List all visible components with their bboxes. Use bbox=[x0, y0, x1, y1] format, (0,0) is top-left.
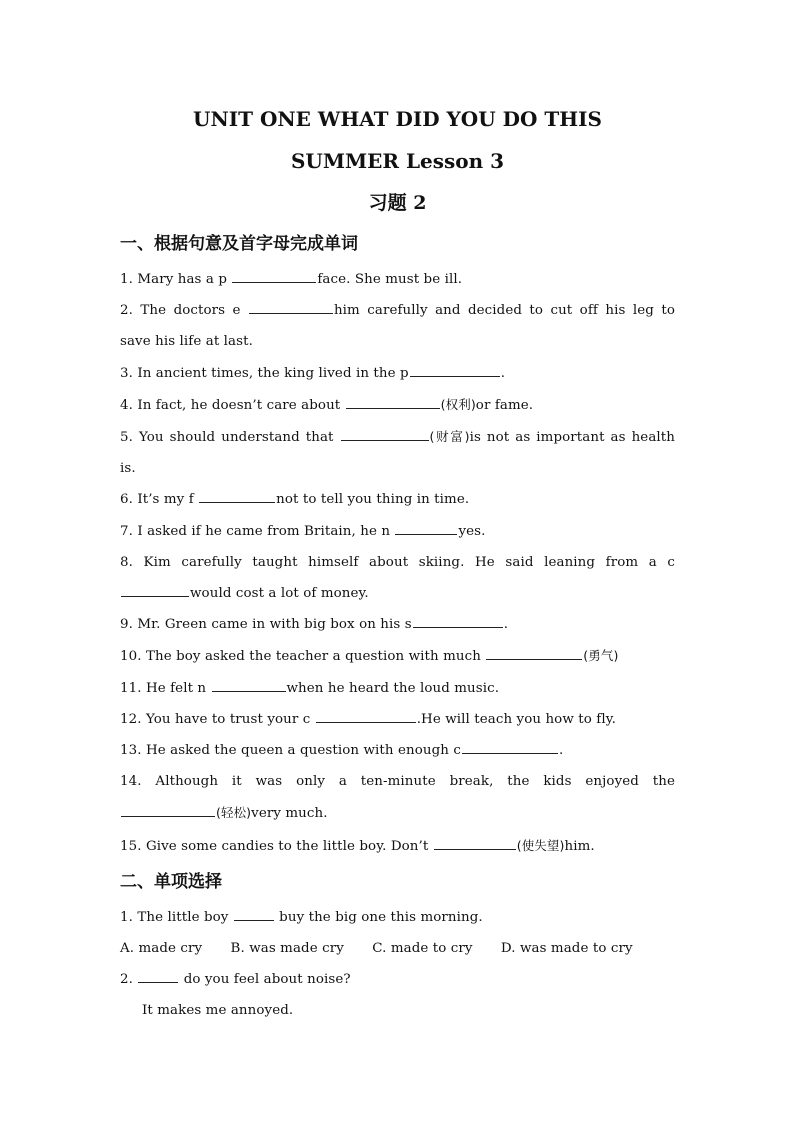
question-1-5-cont: is. bbox=[120, 461, 136, 477]
answer-blank[interactable] bbox=[413, 613, 503, 628]
question-1-3: 3. In ancient times, the king lived in the p . bbox=[120, 358, 675, 389]
title-line-3: 习题 2 bbox=[368, 192, 427, 214]
answer-blank[interactable] bbox=[121, 582, 189, 597]
question-1-14: 14. Although it was only a ten-minute break, the kids enjoyed the bbox=[120, 774, 675, 790]
question-1-2-cont: save his life at last. bbox=[120, 334, 253, 350]
answer-blank[interactable] bbox=[199, 488, 275, 503]
option-b[interactable]: B. was made cry bbox=[230, 941, 344, 957]
question-1-11: 11. He felt n when he heard the loud music. bbox=[120, 673, 675, 704]
question-1-8-cont: would cost a lot of money. bbox=[120, 578, 675, 609]
answer-blank[interactable] bbox=[234, 906, 274, 921]
answer-blank[interactable] bbox=[212, 677, 286, 692]
answer-blank[interactable] bbox=[486, 645, 582, 660]
question-1-5: 5. You should understand that (财富)is not as important as health bbox=[120, 421, 675, 453]
question-2-2: 2. do you feel about noise? bbox=[120, 964, 675, 995]
option-d[interactable]: D. was made to cry bbox=[500, 941, 633, 957]
answer-blank[interactable] bbox=[395, 520, 457, 535]
answer-blank[interactable] bbox=[138, 968, 178, 983]
worksheet-page bbox=[120, 98, 675, 1027]
question-1-6: 6. It’s my f not to tell you thing in time. bbox=[120, 484, 675, 515]
question-2-2-response: It makes me annoyed. bbox=[142, 1003, 294, 1019]
question-1-9: 9. Mr. Green came in with big box on his s . bbox=[120, 609, 675, 640]
title-line-2: SUMMER Lesson 3 bbox=[290, 149, 505, 173]
question-1-7: 7. I asked if he came from Britain, he n yes. bbox=[120, 516, 675, 547]
answer-blank[interactable] bbox=[249, 299, 333, 314]
answer-blank[interactable] bbox=[434, 835, 516, 850]
answer-blank[interactable] bbox=[232, 268, 316, 283]
question-1-1: 1. Mary has a p face. She must be ill. bbox=[120, 264, 675, 295]
question-1-13: 13. He asked the queen a question with enough c . bbox=[120, 735, 675, 766]
question-1-12: 12. You have to trust your c .He will teach you how to fly. bbox=[120, 704, 675, 735]
question-1-8: 8. Kim carefully taught himself about skiing. He said leaning from a c bbox=[120, 554, 675, 570]
question-1-10: 10. The boy asked the teacher a question with much (勇气) bbox=[120, 640, 675, 672]
option-c[interactable]: C. made to cry bbox=[372, 941, 473, 957]
question-2-1-options bbox=[120, 933, 675, 964]
answer-blank[interactable] bbox=[341, 426, 429, 441]
answer-blank[interactable] bbox=[462, 739, 558, 754]
question-1-4: 4. In fact, he doesn’t care about (权利)or fame. bbox=[120, 389, 675, 421]
option-a[interactable]: A. made cry bbox=[120, 941, 203, 957]
answer-blank[interactable] bbox=[316, 708, 416, 723]
section-1-heading: 一、根据句意及首字母完成单词 bbox=[120, 234, 358, 254]
question-1-2: 2. The doctors e him carefully and decided to cut off his leg to bbox=[120, 295, 675, 326]
section-2-heading: 二、单项选择 bbox=[120, 871, 222, 892]
title-line-1: UNIT ONE WHAT DID YOU DO THIS bbox=[193, 107, 602, 131]
answer-blank[interactable] bbox=[410, 362, 500, 377]
answer-blank[interactable] bbox=[346, 394, 440, 409]
question-1-15: 15. Give some candies to the little boy. Don’t (使失望)him. bbox=[120, 830, 675, 862]
question-2-1: 1. The little boy buy the big one this morning. bbox=[120, 902, 675, 933]
question-1-14-cont: (轻松)very much. bbox=[120, 797, 675, 829]
answer-blank[interactable] bbox=[121, 802, 215, 817]
